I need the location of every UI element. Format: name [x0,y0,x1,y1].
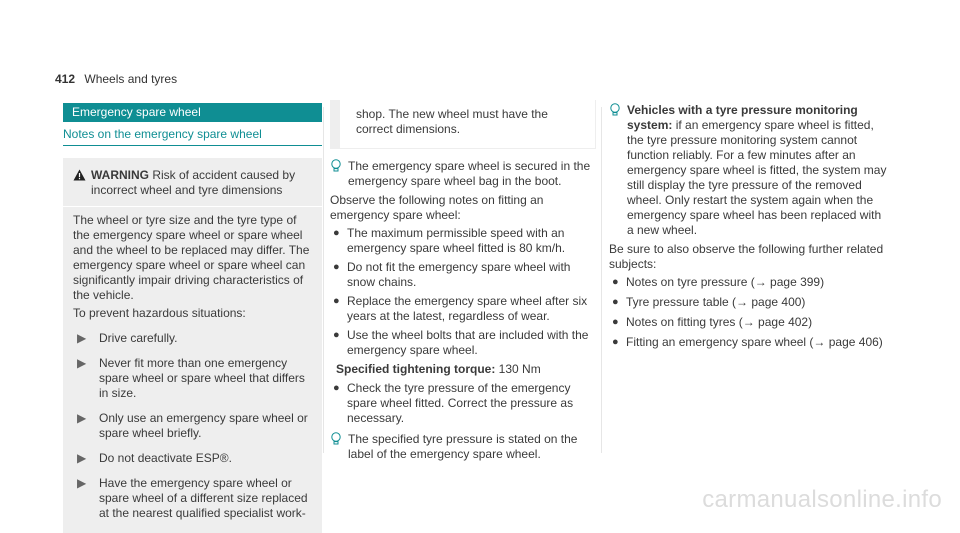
header-section-title: Wheels and tyres [84,72,178,86]
cross-reference-link[interactable]: Notes on tyre pressure (→ page 399) [626,275,825,289]
warning-title-text: Risk of accident caused by incorrect wheel and tyre dimensions [91,168,296,197]
bullet-list [330,226,596,358]
info-bulb-icon [330,432,348,462]
step-arrow-icon: ▶ [77,411,87,425]
warning-step: ▶ Drive carefully. [73,331,312,346]
note [609,103,889,238]
warning-triangle-icon [73,169,91,199]
list-item[interactable]: ● Fitting an emergency spare wheel (→ page 406) [609,335,889,350]
list-item: ● Replace the emergency spare wheel after six years at the latest, regardless of wear. [333,294,588,323]
bullet-list [330,381,596,426]
related-links [609,275,889,350]
watermark: carmanualsonline.info [702,486,942,513]
warning-continuation-box [330,100,596,149]
step-arrow-icon: ▶ [77,331,87,345]
list-item[interactable]: ● Notes on tyre pressure (→ page 399) [609,275,889,290]
warning-title [91,168,312,198]
page-header [55,72,177,87]
observe-intro: Observe the following notes on fitting an emergency spare wheel: [330,193,544,222]
note: The emergency spare wheel is secured in the emergency spare wheel bag in the boot. [330,159,596,189]
list-item: ● Check the tyre pressure of the emergency spare wheel fitted. Correct the pressure as necessary. [333,381,574,425]
torque-value: 130 Nm [498,362,541,376]
column-divider [601,107,602,453]
warning-label: WARNING [91,168,149,182]
info-bulb-icon [330,159,348,189]
column-left [63,103,322,533]
page-number: 412 [55,72,76,86]
step-arrow-icon: ▶ [77,356,87,370]
list-item: ● Do not fit the emergency spare wheel with snow chains. [333,260,571,289]
warning-box [63,158,322,533]
list-item: ● The maximum permissible speed with an emergency spare wheel fitted is 80 km/h. [333,226,566,255]
step-arrow-icon: ▶ [77,451,87,465]
warning-prevent: To prevent hazardous situations: [73,306,246,320]
list-item[interactable]: ● Notes on fitting tyres (→ page 402) [609,315,889,330]
warning-step: ▶ Only use an emergency spare wheel or spare wheel briefly. [73,411,312,441]
warning-step: ▶ Have the emergency spare wheel or spare wheel of a different size replaced at the nearest qualified specialist work- [73,476,312,521]
warning-step: ▶ Never fit more than one emergency spare wheel or spare wheel that differs in size. [73,356,312,401]
warning-continuation-text: shop. The new wheel must have the correct dimensions. [356,107,548,136]
info-bulb-icon [609,103,627,238]
cross-reference-link[interactable]: Fitting an emergency spare wheel (→ page 406) [626,335,883,349]
warning-body: The wheel or tyre size and the tyre type of the emergency spare wheel or spare wheel and the wheel to be replaced may differ. The emergency spare wheel or spare wheel can significantly impair driving characteristics of the vehicle. [73,213,310,302]
warning-step: ▶ Do not deactivate ESP®. [73,451,312,466]
tpms-note [627,103,889,238]
tpms-note-body: if an emergency spare wheel is fitted, the tyre pressure monitoring system cannot function reliably. For a few minutes after an emergency spare wheel is fitted, the system may still display the tyre pressure of the removed wheel. Only restart the system again when the emergency spare wheel has been replaced with a new wheel. [627,118,887,237]
tpms-note-title: Vehicles with a tyre pressure monitoring system: [627,103,858,132]
warning-divider [63,206,322,207]
list-item[interactable]: ● Tyre pressure table (→ page 400) [609,295,889,310]
cross-reference-link[interactable]: Tyre pressure table (→ page 400) [626,295,806,309]
related-intro: Be sure to also observe the following further related subjects: [609,242,884,271]
warning-header [73,168,312,198]
list-item: ● Use the wheel bolts that are included with the emergency spare wheel. [333,328,589,357]
subheading: Notes on the emergency spare wheel [63,127,322,146]
section-title-bar: Emergency spare wheel [63,103,322,122]
step-arrow-icon: ▶ [77,476,87,490]
torque-label: Specified tightening torque: [336,362,496,376]
note: The specified tyre pressure is stated on the label of the emergency spare wheel. [330,432,596,462]
column-middle [330,103,596,462]
column-divider [323,107,324,453]
column-right [609,103,889,355]
cross-reference-link[interactable]: Notes on fitting tyres (→ page 402) [626,315,813,329]
torque-spec [336,362,596,377]
